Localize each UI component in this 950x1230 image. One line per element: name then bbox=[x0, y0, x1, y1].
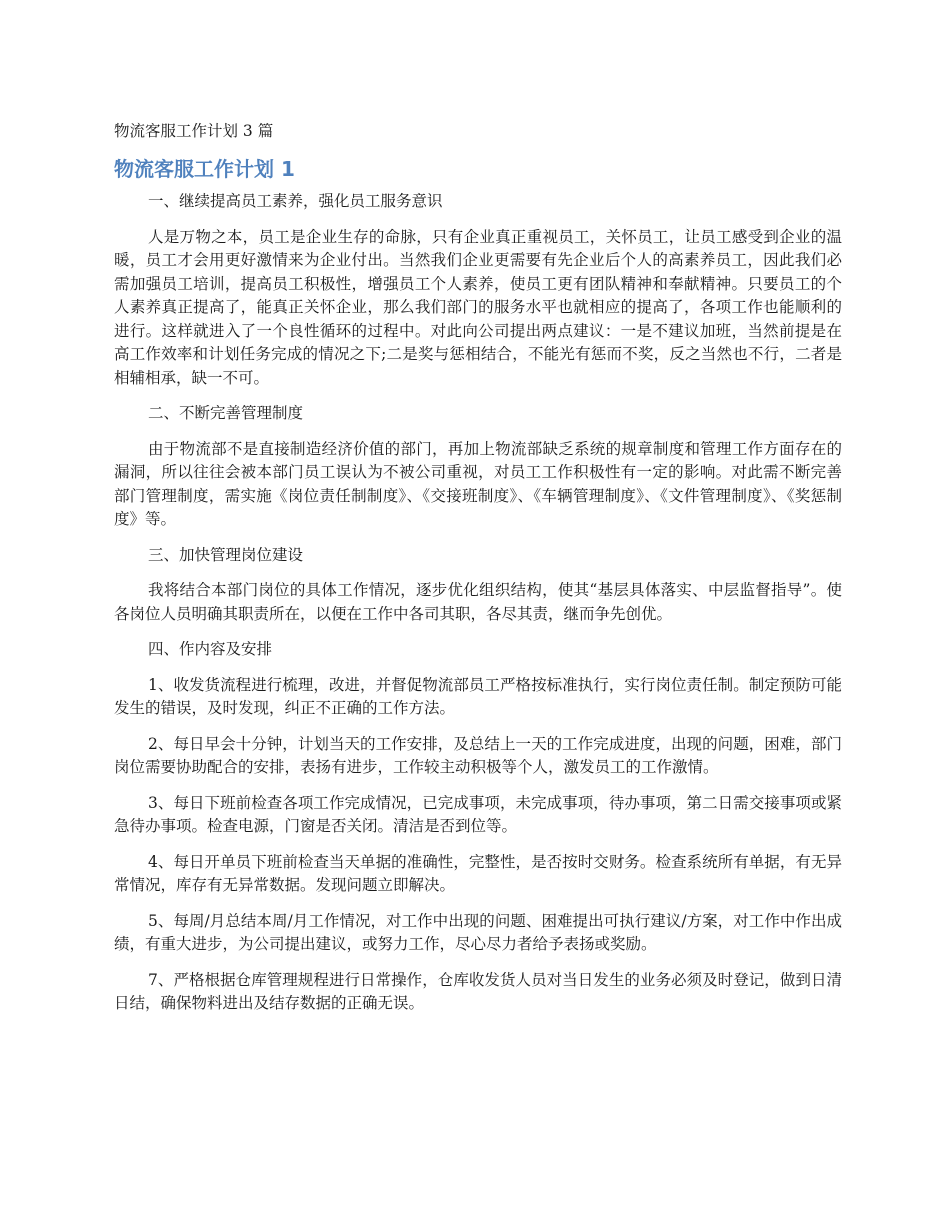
subheading-2: 二、不断完善管理制度 bbox=[148, 404, 304, 422]
subheading-3: 三、加快管理岗位建设 bbox=[148, 545, 304, 564]
document-page bbox=[114, 118, 842, 1028]
list-item: 5、每周/月总结本周/月工作情况，对工作中出现的问题、困难提出可执行建议/方案，对工作中作出成绩，有重大进步，为公司提出建议，或努力工作，尽心尽力者给予表扬或奖励。 bbox=[114, 911, 842, 953]
list-item: 2、每日早会十分钟，计划当天的工作安排，及总结上一天的工作完成进度，出现的问题，困难，部门岗位需要协助配合的安排，表扬有进步，工作较主动积极等个人，激发员工的工作激情。 bbox=[114, 734, 842, 776]
document-title: 物流客服工作计划 3 篇 bbox=[114, 122, 274, 140]
list-item: 1、收发货流程进行梳理，改进，并督促物流部员工严格按标准执行，实行岗位责任制。制定预防可能发生的错误，及时发现，纠正不正确的工作方法。 bbox=[114, 675, 842, 717]
paragraph: 人是万物之本，员工是企业生存的命脉，只有企业真正重视员工，关怀员工，让员工感受到企业的温暖，员工才会用更好激情来为企业付出。当然我们企业更需要有先企业后个人的高素养员工，因此我们必需加强员工培训，提高员工积极性，增强员工个人素养，使员工更有团队精神和奉献精神。只要员工的个人素养真正提高了，能真正关怀企业，那么我们部门的服务水平也就相应的提高了，各项工作也能顺利的进行。这样就进入了一个良性循环的过程中。对此向公司提出两点建议：一是不建议加班，当然前提是在高工作效率和计划任务完成的情况之下;二是奖与惩相结合，不能光有惩而不奖，反之当然也不行，二者是相辅相承，缺一不可。 bbox=[114, 227, 842, 387]
list-item: 4、每日开单员下班前检查当天单据的准确性，完整性，是否按时交财务。检查系统所有单据，有无异常情况，库存有无异常数据。发现问题立即解决。 bbox=[114, 852, 842, 894]
paragraph: 由于物流部不是直接制造经济价值的部门，再加上物流部缺乏系统的规章制度和管理工作方面存在的漏洞，所以往往会被本部门员工误认为不被公司重视，对员工工作积极性有一定的影响。对此需不断完善部门管理制度，需实施《岗位责任制制度》、《交接班制度》、《车辆管理制度》、《文件管理制度》、《奖惩制度》等。 bbox=[114, 439, 842, 528]
list-item: 3、每日下班前检查各项工作完成情况，已完成事项，未完成事项，待办事项，第二日需交接事项或紧急待办事项。检查电源，门窗是否关闭。清洁是否到位等。 bbox=[114, 793, 842, 835]
list-item: 7、严格根据仓库管理规程进行日常操作，仓库收发货人员对当日发生的业务必须及时登记，做到日清日结，确保物料进出及结存数据的正确无误。 bbox=[114, 970, 842, 1012]
paragraph: 我将结合本部门岗位的具体工作情况，逐步优化组织结构，使其“基层具体落实、中层监督指导”。使各岗位人员明确其职责所在，以便在工作中各司其职，各尽其责，继而争先创优。 bbox=[114, 581, 842, 623]
section-heading: 物流客服工作计划 1 bbox=[114, 157, 295, 181]
subheading-4: 四、作内容及安排 bbox=[148, 640, 273, 658]
subheading-1: 一、继续提高员工素养，强化员工服务意识 bbox=[148, 192, 443, 210]
